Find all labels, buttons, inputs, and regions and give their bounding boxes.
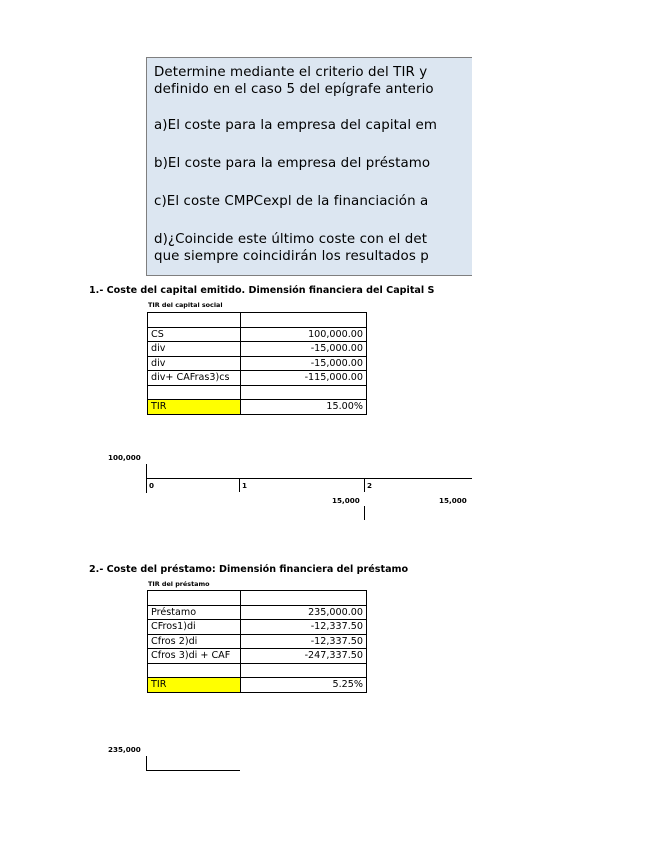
table-cell[interactable]: Cfros 3)di + CAF: [148, 649, 241, 664]
table-cell[interactable]: [241, 313, 367, 328]
table-cell[interactable]: CS: [148, 327, 241, 342]
table-cell[interactable]: -115,000.00: [241, 371, 367, 386]
table-row: [148, 663, 367, 678]
tir-row: [148, 400, 367, 415]
table-cell[interactable]: CFros1)di: [148, 620, 241, 635]
section2-title: 2.- Coste del préstamo: Dimensión financiera del préstamo: [89, 564, 409, 575]
section1-title: 1.- Coste del capital emitido. Dimensión financiera del Capital S: [89, 285, 435, 296]
table-cell[interactable]: -15,000.00: [241, 342, 367, 357]
tir-row: [148, 678, 367, 693]
table-cell[interactable]: [148, 313, 241, 328]
question-item-c: c)El coste CMPCexpl de la financiación a: [154, 194, 429, 209]
section2-caption: TIR del préstamo: [148, 580, 210, 588]
tir-label-cell[interactable]: TIR: [148, 678, 241, 693]
timeline-axis: [146, 478, 472, 479]
table-cell[interactable]: [148, 591, 241, 606]
table-row: [148, 605, 367, 620]
table-cell[interactable]: [241, 591, 367, 606]
timeline-period-1: 1: [242, 481, 248, 490]
timeline-outflow-2: 15,000: [439, 496, 467, 505]
tir-label-cell[interactable]: TIR: [148, 400, 241, 415]
table-cell[interactable]: div: [148, 356, 241, 371]
section2-table: [147, 590, 367, 693]
table-row: [148, 371, 367, 386]
table-cell[interactable]: [148, 385, 241, 400]
table-row: [148, 342, 367, 357]
table-row: [148, 591, 367, 606]
table-cell[interactable]: -12,337.50: [241, 634, 367, 649]
section1-caption: TIR del capital social: [148, 301, 223, 309]
timeline-outflow-arrow: [364, 506, 365, 520]
question-line-7: que siempre coincidirán los resultados p: [154, 249, 429, 264]
table-cell[interactable]: Préstamo: [148, 605, 241, 620]
table-row: [148, 385, 367, 400]
table-row: [148, 313, 367, 328]
table-cell[interactable]: [241, 385, 367, 400]
tir-value-cell[interactable]: 15.00%: [241, 400, 367, 415]
table-cell[interactable]: 235,000.00: [241, 605, 367, 620]
table-cell[interactable]: Cfros 2)di: [148, 634, 241, 649]
timeline-tick: [364, 478, 365, 492]
timeline-outflow-1: 15,000: [332, 496, 360, 505]
timeline-period-0: 0: [149, 481, 155, 490]
timeline-period-2: 2: [367, 481, 373, 490]
question-item-a: a)El coste para la empresa del capital em: [154, 118, 437, 133]
table-cell[interactable]: div+ CAFras3)cs: [148, 371, 241, 386]
timeline-inflow: 235,000: [108, 745, 141, 754]
table-row: [148, 649, 367, 664]
question-item-b: b)El coste para la empresa del préstamo: [154, 156, 431, 171]
table-cell[interactable]: div: [148, 342, 241, 357]
tir-value-cell[interactable]: 5.25%: [241, 678, 367, 693]
question-line-2: definido en el caso 5 del epígrafe anterio: [154, 82, 434, 97]
table-cell[interactable]: 100,000.00: [241, 327, 367, 342]
question-box: [146, 57, 472, 276]
table-row: [148, 327, 367, 342]
timeline-inflow-arrow: [146, 756, 147, 771]
timeline-axis: [146, 770, 240, 771]
timeline-tick: [239, 478, 240, 492]
table-row: [148, 356, 367, 371]
table-cell[interactable]: [241, 663, 367, 678]
table-cell[interactable]: -12,337.50: [241, 620, 367, 635]
table-cell[interactable]: -247,337.50: [241, 649, 367, 664]
question-line-1: Determine mediante el criterio del TIR y: [154, 65, 428, 80]
table-cell[interactable]: [148, 663, 241, 678]
table-row: [148, 620, 367, 635]
table-cell[interactable]: -15,000.00: [241, 356, 367, 371]
table-row: [148, 634, 367, 649]
section1-table: [147, 312, 367, 415]
question-item-d: d)¿Coincide este último coste con el det: [154, 232, 428, 247]
timeline-inflow: 100,000: [108, 453, 141, 462]
